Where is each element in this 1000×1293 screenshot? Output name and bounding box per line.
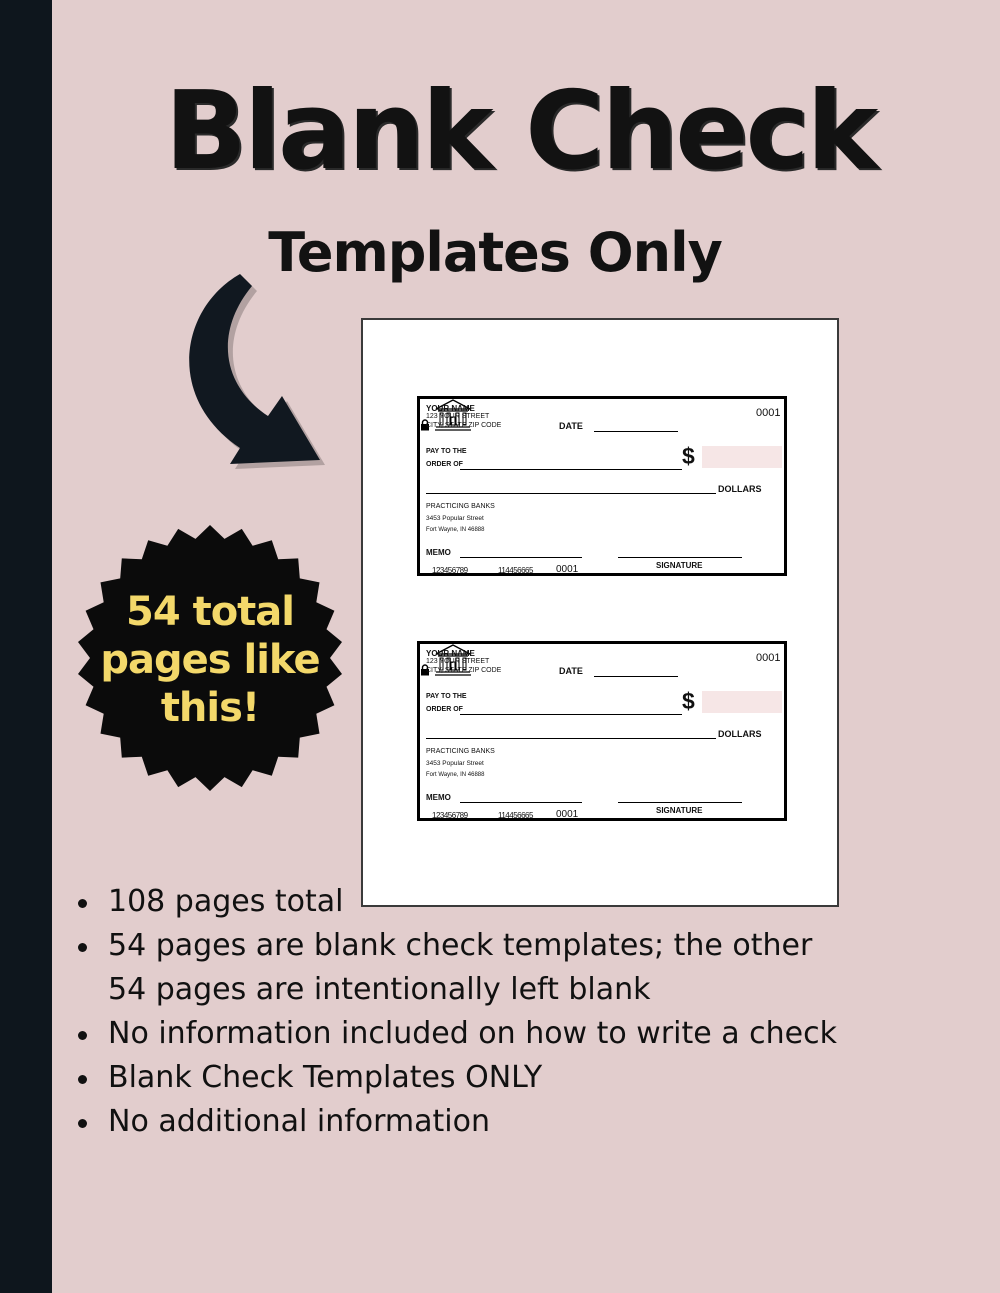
payee-line xyxy=(460,469,682,470)
micr-check-number: 0001 xyxy=(556,564,579,575)
account-holder-street: 123 YOUR STREET xyxy=(426,413,490,420)
bank-name: PRACTICING BANKS xyxy=(426,503,495,510)
signature-label: SIGNATURE xyxy=(656,561,703,570)
account-holder-city: CITY, STATE ZIP CODE xyxy=(426,422,502,429)
memo-line xyxy=(460,802,582,803)
sample-page xyxy=(361,318,839,907)
check-template xyxy=(417,641,787,821)
book-spine xyxy=(0,0,52,1293)
check-template xyxy=(417,396,787,576)
bank-street: 3453 Popular Street xyxy=(426,515,484,522)
routing-number: 123456789 xyxy=(432,566,468,575)
account-holder-name: YOUR NAME xyxy=(426,649,475,658)
date-line xyxy=(594,431,678,432)
date-label: DATE xyxy=(559,421,583,431)
feature-item-continued xyxy=(76,968,837,1012)
bullet-icon xyxy=(78,1119,87,1128)
account-holder-name: YOUR NAME xyxy=(426,404,475,413)
bank-city: Fort Wayne, IN 46888 xyxy=(426,772,485,778)
feature-item xyxy=(76,1056,837,1100)
bullet-icon xyxy=(78,943,87,952)
amount-box xyxy=(702,691,782,713)
date-label: DATE xyxy=(559,666,583,676)
bank-city: Fort Wayne, IN 46888 xyxy=(426,527,485,533)
account-holder-city: CITY, STATE ZIP CODE xyxy=(426,667,502,674)
feature-text: 54 pages are blank check templates; the other xyxy=(108,928,813,963)
feature-text: 108 pages total xyxy=(108,884,344,919)
order-of-label: ORDER OF xyxy=(426,706,463,713)
check-number: 0001 xyxy=(756,407,781,419)
feature-text: Blank Check Templates ONLY xyxy=(108,1060,543,1095)
account-number: 114456665 xyxy=(498,566,533,575)
feature-text: 54 pages are intentionally left blank xyxy=(108,972,651,1007)
micr-check-number: 0001 xyxy=(556,809,579,820)
account-number: 114456665 xyxy=(498,811,533,820)
page-count-badge xyxy=(76,524,344,792)
dollars-label: DOLLARS xyxy=(718,484,762,494)
feature-item xyxy=(76,880,837,924)
bullet-icon xyxy=(78,1075,87,1084)
dollar-sign: $ xyxy=(682,443,695,469)
memo-line xyxy=(460,557,582,558)
order-of-label: ORDER OF xyxy=(426,461,463,468)
payee-line xyxy=(460,714,682,715)
date-line xyxy=(594,676,678,677)
page-subtitle: Templates Only xyxy=(268,221,722,284)
feature-text: No information included on how to write a check xyxy=(108,1016,837,1051)
dollar-sign: $ xyxy=(682,688,695,714)
feature-item xyxy=(76,924,837,968)
badge-line: this! xyxy=(160,685,260,731)
check-number: 0001 xyxy=(756,652,781,664)
feature-item xyxy=(76,1012,837,1056)
bullet-icon xyxy=(78,899,87,908)
feature-text: No additional information xyxy=(108,1104,491,1139)
routing-number: 123456789 xyxy=(432,811,468,820)
bullet-icon xyxy=(78,1031,87,1040)
feature-item xyxy=(76,1100,837,1144)
signature-line xyxy=(618,557,742,558)
signature-label: SIGNATURE xyxy=(656,806,703,815)
amount-words-line xyxy=(426,493,716,494)
account-holder-street: 123 YOUR STREET xyxy=(426,658,490,665)
signature-line xyxy=(618,802,742,803)
memo-label: MEMO xyxy=(426,548,451,557)
memo-label: MEMO xyxy=(426,793,451,802)
curved-arrow-icon xyxy=(170,268,340,488)
amount-box xyxy=(702,446,782,468)
badge-text xyxy=(76,588,344,732)
pay-to-label: PAY TO THE xyxy=(426,448,467,455)
badge-line: 54 total xyxy=(125,589,294,635)
feature-list xyxy=(76,880,837,1144)
badge-line: pages like xyxy=(100,637,320,683)
amount-words-line xyxy=(426,738,716,739)
bank-name: PRACTICING BANKS xyxy=(426,748,495,755)
page-title: Blank Check xyxy=(164,69,876,194)
pay-to-label: PAY TO THE xyxy=(426,693,467,700)
bank-street: 3453 Popular Street xyxy=(426,760,484,767)
dollars-label: DOLLARS xyxy=(718,729,762,739)
